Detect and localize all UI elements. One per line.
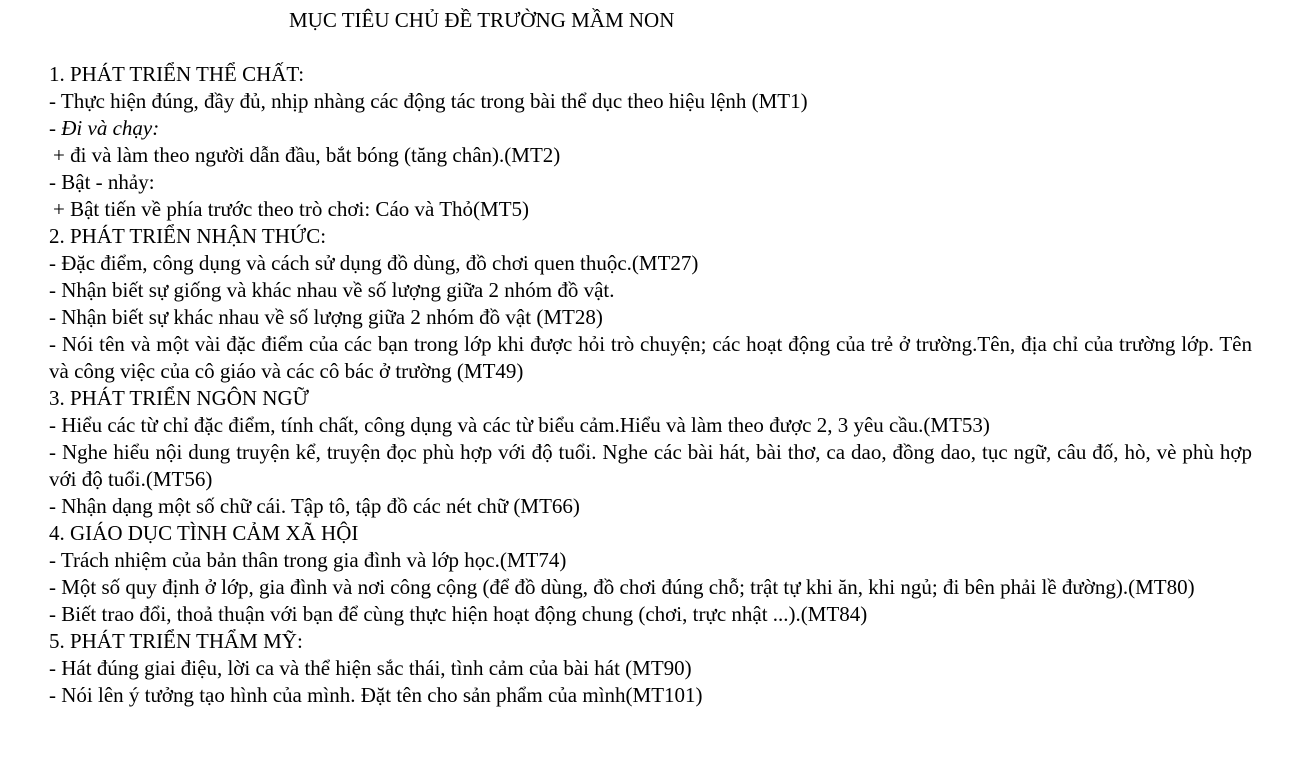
subheading-walk-run: Đi và chạy: — [61, 116, 160, 140]
goal-line: - Hát đúng giai điệu, lời ca và thể hiện sắc thái, tình cảm của bài hát (MT90) — [49, 656, 692, 680]
dash-prefix: - — [49, 116, 62, 140]
goal-line: - Nói lên ý tưởng tạo hình của mình. Đặt tên cho sản phẩm của mình(MT101) — [49, 683, 703, 707]
section-heading-social: 4. GIÁO DỤC TÌNH CẢM XÃ HỘI — [49, 521, 359, 545]
section-heading-physical: 1. PHÁT TRIỂN THỂ CHẤT: — [49, 62, 305, 86]
goal-paragraph: - Một số quy định ở lớp, gia đình và nơi công cộng (để đồ dùng, đồ chơi đúng chỗ; trật tự khi ăn, khi ngủ; đi bên phải lề đường).(MT80) — [49, 575, 1195, 599]
section-heading-aesthetic: 5. PHÁT TRIỂN THẨM MỸ: — [49, 629, 303, 653]
goal-line: - Trách nhiệm của bản thân trong gia đình và lớp học.(MT74) — [49, 548, 567, 572]
goal-paragraph: - Nghe hiểu nội dung truyện kể, truyện đọc phù hợp với độ tuổi. Nghe các bài hát, bài thơ, ca dao, đồng dao, tục ngữ, câu đố, hò, vè phù hợp với độ tuổi.(MT56) — [49, 440, 1252, 491]
goal-paragraph: - Nói tên và một vài đặc điểm của các bạn trong lớp khi được hỏi trò chuyện; các hoạt động của trẻ ở trường.Tên, địa chỉ của trường lớp. Tên và công việc của cô giáo và các cô bác ở trường (MT49) — [49, 332, 1252, 383]
goal-line: + đi và làm theo người dẫn đầu, bắt bóng (tăng chân).(MT2) — [53, 143, 561, 167]
section-heading-language: 3. PHÁT TRIỂN NGÔN NGỮ — [49, 386, 309, 410]
goal-line: - Biết trao đổi, thoả thuận với bạn để cùng thực hiện hoạt động chung (chơi, trực nhật ...).(MT84) — [49, 602, 868, 626]
goal-line: - Đặc điểm, công dụng và cách sử dụng đồ dùng, đồ chơi quen thuộc.(MT27) — [49, 251, 699, 275]
document-title: MỤC TIÊU CHỦ ĐỀ TRƯỜNG MẦM NON — [289, 8, 675, 32]
goal-line: - Thực hiện đúng, đầy đủ, nhịp nhàng các động tác trong bài thể dục theo hiệu lệnh (MT1) — [49, 89, 808, 113]
goal-line: - Nhận biết sự khác nhau về số lượng giữa 2 nhóm đồ vật (MT28) — [49, 305, 603, 329]
goal-line-walk-run — [49, 115, 1252, 142]
document-page — [49, 7, 1252, 709]
goal-line: - Nhận dạng một số chữ cái. Tập tô, tập đồ các nét chữ (MT66) — [49, 494, 580, 518]
goal-line: - Bật - nhảy: — [49, 170, 155, 194]
goal-line: + Bật tiến về phía trước theo trò chơi: Cáo và Thỏ(MT5) — [53, 197, 530, 221]
section-heading-cognitive: 2. PHÁT TRIỂN NHẬN THỨC: — [49, 224, 327, 248]
goal-line: - Hiểu các từ chỉ đặc điểm, tính chất, công dụng và các từ biểu cảm.Hiểu và làm theo được 2, 3 yêu cầu.(MT53) — [49, 413, 990, 437]
blank-line — [49, 34, 1252, 61]
goal-line: - Nhận biết sự giống và khác nhau về số lượng giữa 2 nhóm đồ vật. — [49, 278, 615, 302]
